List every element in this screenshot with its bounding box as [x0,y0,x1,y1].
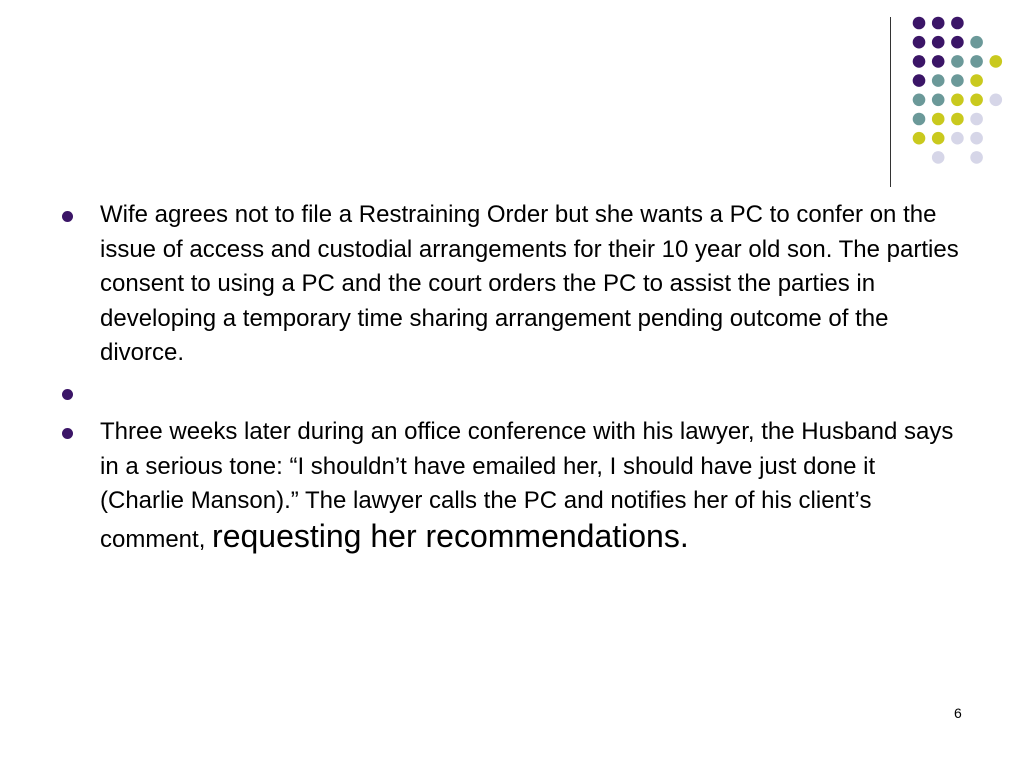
decor-dot [932,17,945,30]
bullet-text: Three weeks later during an office conference with his lawyer, the Husband says in a serious tone: “I shouldn’t have emailed her, I should have just done it (Charlie Manson).” The lawyer calls the PC and notifies her of his client’s comment, [100,418,954,553]
decor-dot [970,132,983,145]
decor-dot [932,132,945,145]
bullet-item-2-empty [62,376,962,411]
decor-dot [913,36,926,49]
decor-dot [932,74,945,87]
bullet-dot-icon [62,428,73,439]
decor-dot [951,36,964,49]
decorative-dot-grid [0,0,1024,200]
bullet-dot-icon [62,389,73,400]
decor-dot [990,94,1003,107]
decor-dot [932,151,945,164]
decor-dot [970,113,983,126]
decor-dot [951,55,964,68]
bullet-list [62,198,962,562]
bullet-item-1 [62,198,962,371]
decor-dot [913,74,926,87]
decor-dot [951,17,964,30]
page-number: 6 [954,705,962,721]
bullet-dot-icon [62,211,73,222]
decor-dot [913,55,926,68]
decor-dot [951,113,964,126]
bullet-item-3 [62,415,962,557]
decor-dot [951,132,964,145]
decor-dot [913,17,926,30]
decor-dot [951,94,964,107]
decor-dot [932,94,945,107]
decor-dot [970,36,983,49]
bullet-text: Wife agrees not to file a Restraining Order but she wants a PC to confer on the issue of access and custodial arrangements for their 10 year old son. The parties consent to using a PC and the court orders the PC to assist the parties in developing a temporary time sharing arrangement pending outcome of the divorce. [100,201,959,366]
decor-dot [970,55,983,68]
decor-dot [970,94,983,107]
decor-dot [990,55,1003,68]
bullet-text-large: requesting her recommendations. [212,517,689,554]
decor-dot [932,55,945,68]
decor-dot [951,74,964,87]
decor-dot [913,113,926,126]
decor-dot [932,36,945,49]
decor-dot [970,74,983,87]
decor-dot [970,151,983,164]
decor-dot [913,94,926,107]
vertical-divider [890,17,891,187]
decor-dot [932,113,945,126]
decor-dot [913,132,926,145]
